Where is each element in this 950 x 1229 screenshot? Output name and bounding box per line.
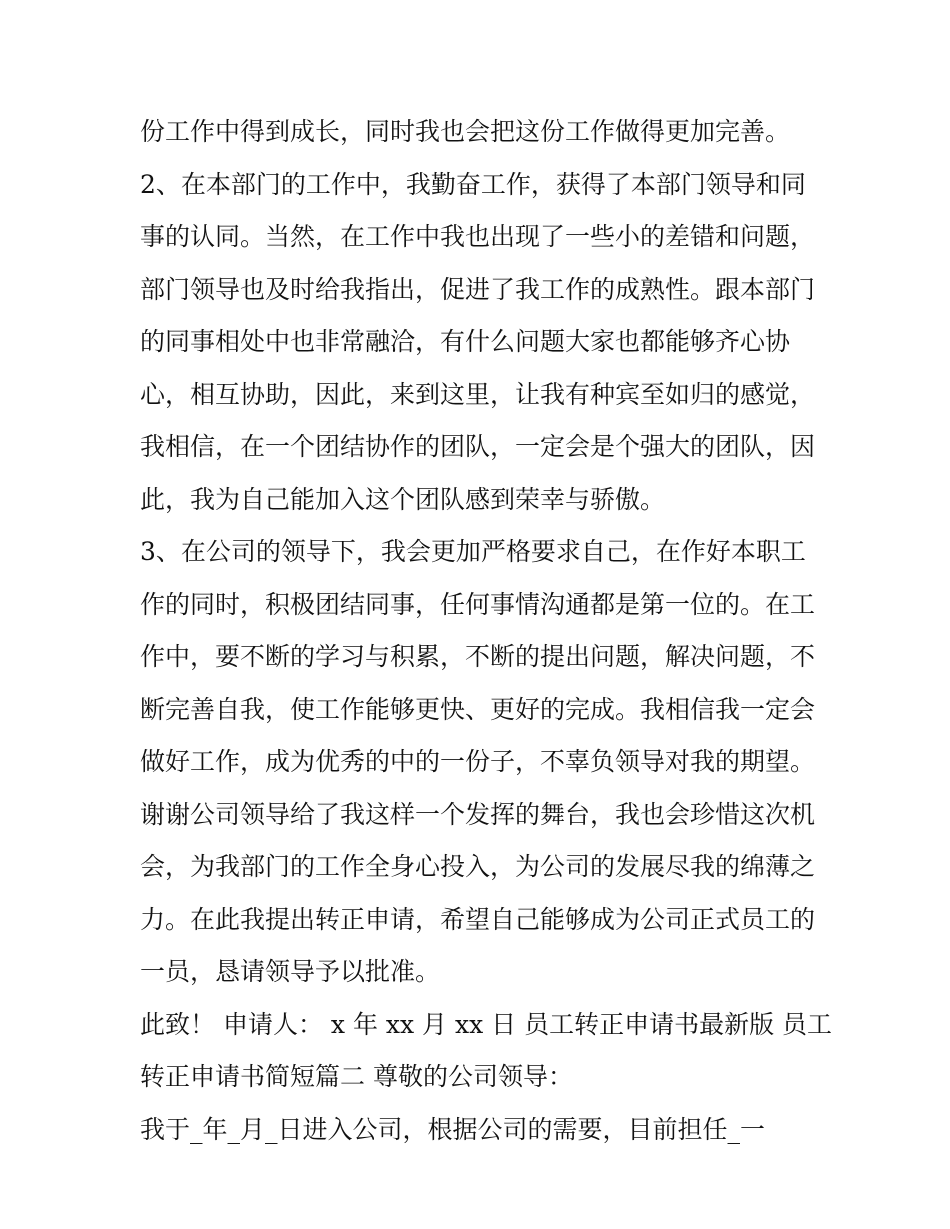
text-line: 心，相互协助，因此，来到这里，让我有种宾至如归的感觉， [140,379,816,409]
text-line: 谢谢公司领导给了我这样一个发挥的舞台，我也会珍惜这次机 [140,799,816,829]
text-line: 2、在本部门的工作中，我勤奋工作，获得了本部门领导和同 [140,169,806,199]
text-line: 3、在公司的领导下，我会更加严格要求自己，在作好本职工 [140,537,806,566]
text-line: 做好工作，成为优秀的中的一份子，不辜负领导对我的期望。 [140,747,816,776]
text-line: 作中，要不断的学习与积累，不断的提出问题，解决问题，不 [140,642,816,671]
text-line: 我相信，在一个团结协作的团队，一定会是个强大的团队，因 [140,432,816,461]
text-line: 部门领导也及时给我指出，促进了我工作的成熟性。跟本部门 [140,274,816,304]
document-body [140,106,833,1156]
text-line: 份工作中得到成长，同时我也会把这份工作做得更加完善。 [140,117,791,146]
text-line: 此致！ 申请人： x 年 xx 月 xx 日 员工转正申请书最新版 员工 [140,1009,833,1039]
text-line: 的同事相处中也非常融洽，有什么问题大家也都能够齐心协 [140,327,791,356]
text-line: 断完善自我，使工作能够更快、更好的完成。我相信我一定会 [140,694,816,724]
text-line: 作的同时，积极团结同事，任何事情沟通都是第一位的。在工 [140,589,816,619]
text-line: 一员，恳请领导予以批准。 [140,957,441,986]
text-line: 转正申请书简短篇二 尊敬的公司领导： [140,1062,573,1091]
text-line: 我于_年_月_日进入公司，根据公司的需要，目前担任_一 [140,1114,766,1144]
text-line: 会，为我部门的工作全身心投入，为公司的发展尽我的绵薄之 [140,852,816,881]
text-line: 力。在此我提出转正申请，希望自己能够成为公司正式员工的 [140,904,816,934]
text-line: 事的认同。当然，在工作中我也出现了一些小的差错和问题， [140,222,816,251]
text-line: 此，我为自己能加入这个团队感到荣幸与骄傲。 [140,484,666,514]
